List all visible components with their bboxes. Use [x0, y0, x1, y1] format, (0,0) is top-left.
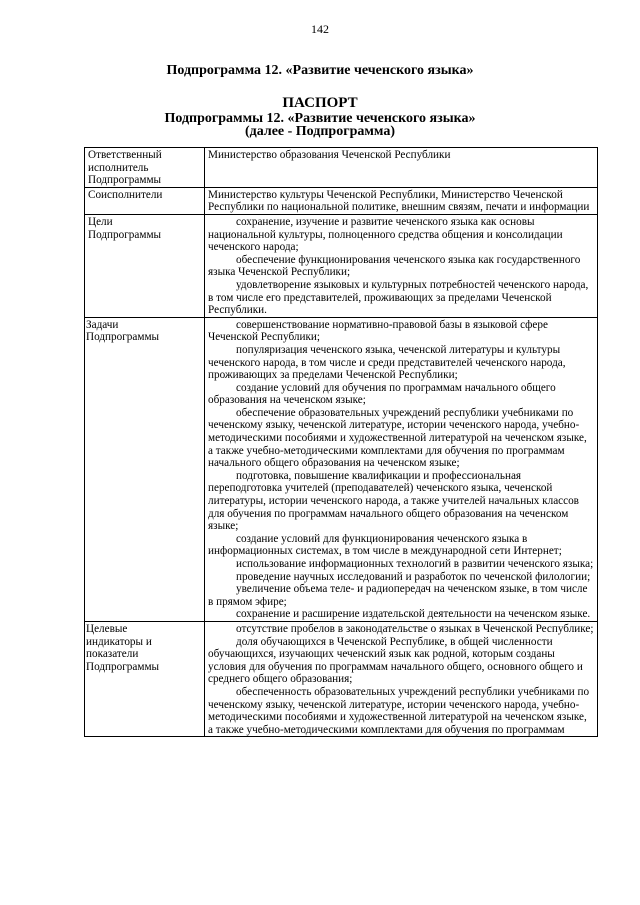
row-paragraph: подготовка, повышение квалификации и профессиональная переподготовка учителей (преподавателей) чеченского языка, чеченской литературы, истории чеченского народа, а также учителей начальных классов для обучения по программам начального общего образования на чеченском языке;: [208, 469, 579, 533]
row-label-line: Ответственный: [88, 149, 162, 161]
row-paragraph: использование информационных технологий в развитии чеченского языка;: [236, 558, 594, 570]
row-label: [85, 214, 205, 317]
row-value: [205, 317, 598, 621]
row-label-line: Подпрограммы: [88, 228, 162, 241]
row-label-line: индикаторы и: [86, 635, 152, 648]
passport-title: ПАСПОРТ: [282, 95, 358, 111]
passport-table: [84, 147, 598, 737]
row-label-line: Подпрограммы: [88, 174, 162, 187]
row-paragraph: проведение научных исследований и разработок по чеченской филологии;: [236, 570, 591, 583]
row-value: [205, 214, 598, 317]
row-label-line: Целевые: [86, 622, 128, 635]
row-value: [205, 148, 598, 188]
row-label-line: показатели: [86, 648, 139, 661]
passport-subtitle: [0, 112, 640, 138]
passport-row: [85, 214, 598, 317]
row-label-line: Цели: [88, 215, 113, 228]
row-value: [205, 621, 598, 736]
row-paragraph: обеспеченность образовательных учреждений республики учебниками по чеченскому языку, чеченской литературе, истории чеченского народа, учебно-методическими пособиями и художественной литературой на чеченском языке, а также учебно-методическими комплектами для обучения по программам: [208, 685, 590, 736]
program-title: Подпрограмма 12. «Развитие чеченского языка»: [166, 63, 474, 78]
row-paragraph: Министерство культуры Чеченской Республики, Министерство Чеченской Республики по национальной политике, внешним связям, печати и информации: [208, 188, 590, 214]
row-paragraph: совершенствование нормативно-правовой базы в языковой сфере Чеченской Республики;: [208, 318, 548, 344]
passport-table-body: [85, 148, 598, 737]
row-label-line: исполнитель: [88, 161, 149, 174]
row-paragraph: удовлетворение языковых и культурных потребностей чеченского народа, в том числе его представителей, проживающих за пределами Чеченской Республики.: [208, 278, 589, 317]
row-paragraph: популяризация чеченского языка, чеченской литературы и культуры чеченского народа, в том числе и среди представителей чеченского народа, проживающих за пределами Чеченской Республики;: [208, 343, 566, 382]
row-paragraph: доля обучающихся в Чеченской Республике, в общей численности обучающихся, изучающих чеченский язык как родной, которым созданы условия для обучения по программам начального общего, основного общего и среднего общего образования;: [208, 635, 583, 686]
row-paragraph: обеспечение образовательных учреждений республики учебниками по чеченскому языку, чеченской литературе, истории чеченского народа, учебно-методическими пособиями и художественной литературой на чеченском языке, а также учебно-методическими комплектами для обучения по программам начального общего образования на чеченском языке;: [208, 406, 587, 470]
passport-row: [85, 621, 598, 736]
row-label: [85, 187, 205, 214]
row-paragraph: создание условий для обучения по программам начального общего образования на чеченском языке;: [208, 381, 556, 407]
row-value: [205, 187, 598, 214]
row-paragraph: отсутствие пробелов в законодательстве о языках в Чеченской Республике;: [236, 622, 594, 635]
row-paragraph: увеличение объема теле- и радиопередач на чеченском языке, в том числе в прямом эфире;: [208, 583, 588, 608]
row-paragraph: сохранение и расширение издательской деятельности на чеченском языке.: [236, 608, 591, 621]
row-paragraph: сохранение, изучение и развитие чеченского языка как основы национальной культуры, полноценного средства общения и консолидации чеченского народа;: [208, 215, 563, 254]
row-label-line: Подпрограммы: [86, 660, 160, 673]
page-number: 142: [311, 22, 329, 36]
row-label-line: Подпрограммы: [86, 331, 160, 344]
passport-subtitle-line1: Подпрограммы 12. «Развитие чеченского языка»: [164, 111, 476, 126]
row-paragraph: создание условий для функционирования чеченского языка в информационных системах, в том числе в международной сети Интернет;: [208, 532, 562, 558]
passport-row: [85, 148, 598, 188]
row-label: [85, 317, 205, 621]
row-label: [85, 621, 205, 736]
row-paragraph: обеспечение функционирования чеченского языка как государственного языка Чеченской Республики;: [208, 253, 581, 279]
row-label: [85, 148, 205, 188]
row-paragraph: Министерство образования Чеченской Республики: [208, 149, 451, 161]
passport-row: [85, 187, 598, 214]
row-label-line: Задачи: [86, 318, 119, 331]
row-label-line: Соисполнители: [88, 188, 163, 201]
passport-row: [85, 317, 598, 621]
passport-subtitle-line2: (далее - Подпрограмма): [244, 124, 395, 139]
